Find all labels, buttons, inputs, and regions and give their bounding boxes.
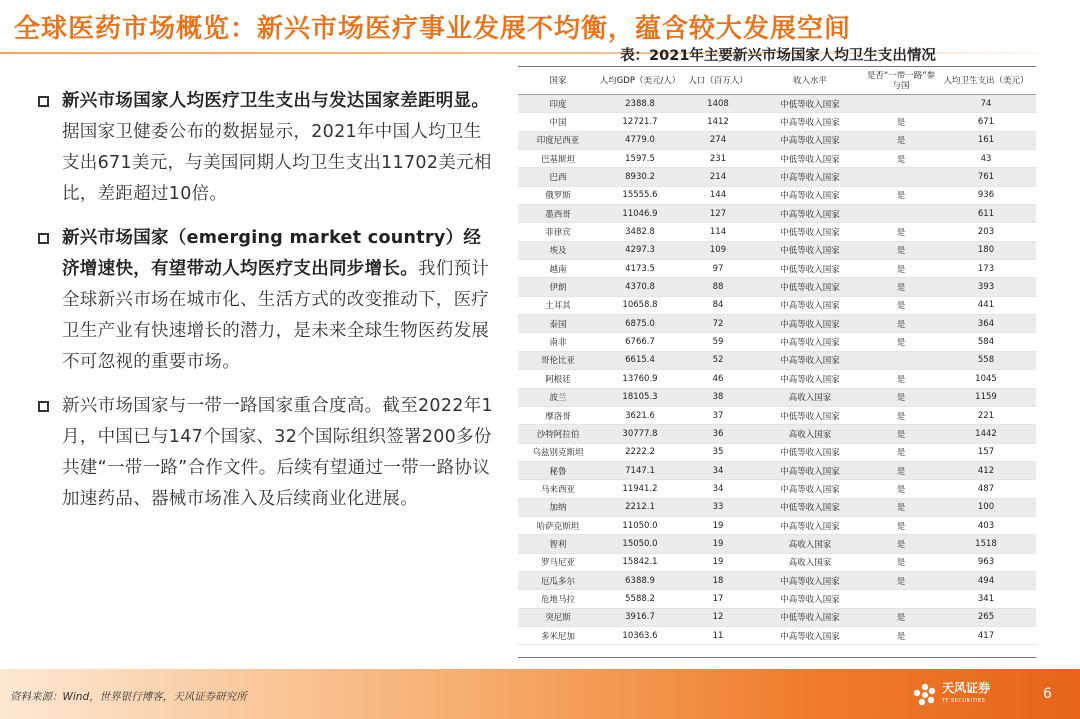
cell-belt-road: 是 [896, 393, 906, 404]
table-row [518, 389, 1036, 407]
cell-country: 菲律宾 [545, 228, 571, 239]
cell-gdp: 3916.7 [625, 612, 655, 623]
table-row [518, 333, 1036, 351]
cell-gdp: 2222.2 [625, 447, 655, 458]
cell-income-level: 中高等收入国家 [780, 209, 840, 220]
logo-flower-icon [912, 682, 938, 708]
table-row [518, 425, 1036, 443]
table-row [518, 223, 1036, 241]
cell-population: 33 [712, 502, 724, 513]
cell-health-spend: 364 [977, 318, 995, 329]
cell-population: 38 [712, 392, 724, 403]
cell-population: 37 [712, 410, 724, 421]
table-row [518, 278, 1036, 296]
cell-country: 罗马尼亚 [540, 558, 575, 569]
page-number: 6 [1043, 686, 1052, 702]
cell-income-level: 中高等收入国家 [780, 118, 840, 129]
cell-gdp: 4779.0 [625, 135, 655, 146]
cell-population: 17 [712, 593, 724, 604]
cell-country: 智利 [549, 539, 567, 550]
cell-health-spend: 1045 [975, 373, 997, 384]
cell-income-level: 高收入国家 [788, 393, 832, 404]
table-row [518, 95, 1036, 113]
cell-belt-road: 是 [896, 118, 906, 129]
cell-income-level: 中高等收入国家 [780, 576, 840, 587]
cell-gdp: 3482.8 [625, 227, 655, 238]
cell-country: 摩洛哥 [545, 411, 571, 422]
cell-gdp: 30777.8 [622, 428, 658, 439]
cell-health-spend: 100 [977, 502, 995, 513]
header-population: 人口（百万人） [688, 75, 748, 86]
cell-belt-road: 是 [896, 539, 906, 550]
cell-health-spend: 221 [977, 410, 995, 421]
cell-population: 34 [712, 483, 724, 494]
cell-country: 加纳 [549, 503, 567, 514]
cell-gdp: 3621.6 [625, 410, 655, 421]
cell-income-level: 中低等收入国家 [780, 448, 840, 459]
cell-income-level: 中低等收入国家 [780, 411, 840, 422]
cell-health-spend: 412 [977, 465, 995, 476]
cell-health-spend: 671 [977, 117, 995, 128]
cell-income-level: 高收入国家 [788, 429, 832, 440]
cell-country: 阿根廷 [545, 374, 571, 385]
table-row [518, 444, 1036, 462]
company-logo [912, 682, 990, 708]
cell-country: 马来西亚 [540, 484, 575, 495]
cell-country: 哥伦比亚 [540, 356, 575, 367]
cell-country: 多米尼加 [540, 631, 575, 642]
table-row [518, 150, 1036, 168]
cell-country: 秘鲁 [549, 466, 567, 477]
table-row [518, 370, 1036, 388]
source-note: 资料来源：Wind，世界银行博客，天风证券研究所 [10, 691, 247, 703]
cell-income-level: 中低等收入国家 [780, 503, 840, 514]
cell-income-level: 中高等收入国家 [780, 173, 840, 184]
header-belt-road: 是否“一带一路”参与国 [866, 70, 936, 91]
cell-health-spend: 963 [977, 557, 995, 568]
table-row [518, 242, 1036, 260]
cell-belt-road: 是 [896, 521, 906, 532]
logo-name: 天风证券 [942, 681, 991, 695]
cell-population: 88 [712, 282, 724, 293]
table-row [518, 113, 1036, 131]
table-row [518, 499, 1036, 517]
cell-gdp: 4370.8 [625, 282, 655, 293]
cell-income-level: 中高等收入国家 [780, 338, 840, 349]
cell-country: 波兰 [549, 393, 567, 404]
table-row [518, 260, 1036, 278]
cell-belt-road: 是 [896, 448, 906, 459]
page-title: 全球医药市场概览：新兴市场医疗事业发展不均衡，蕴含较大发展空间 [14, 14, 852, 44]
cell-income-level: 中高等收入国家 [780, 484, 840, 495]
cell-population: 46 [712, 373, 724, 384]
cell-health-spend: 180 [977, 245, 995, 256]
cell-country: 乌兹别克斯坦 [532, 448, 584, 459]
cell-income-level: 中低等收入国家 [780, 99, 840, 110]
table-row [518, 554, 1036, 572]
cell-population: 72 [712, 318, 724, 329]
cell-country: 越南 [549, 264, 567, 275]
cell-population: 274 [709, 135, 727, 146]
cell-belt-road: 是 [896, 154, 906, 165]
cell-income-level: 中高等收入国家 [780, 594, 840, 605]
cell-health-spend: 611 [977, 208, 995, 219]
cell-population: 59 [712, 337, 724, 348]
logo-subtitle: TF SECURITIES [942, 698, 986, 704]
bullet-text [62, 86, 496, 210]
cell-country: 俄罗斯 [545, 191, 571, 202]
bullet-body-text: 新兴市场国家与一带一路国家重合度高。截至2022年1月，中国已与147个国家、32个国际组织签署200多份共建“一带一路”合作文件。后续有望通过一带一路协议加速药品、器械市场准入及后续商业化进展。 [62, 396, 493, 509]
cell-gdp: 11050.0 [622, 520, 658, 531]
cell-country: 危地马拉 [540, 594, 575, 605]
cell-population: 11 [712, 630, 724, 641]
table-row [518, 627, 1036, 645]
table-row [518, 132, 1036, 150]
cell-population: 19 [712, 538, 724, 549]
header-health-spend: 人均卫生支出（美元） [943, 75, 1029, 86]
cell-income-level: 中高等收入国家 [780, 136, 840, 147]
cell-belt-road: 是 [896, 503, 906, 514]
cell-belt-road: 是 [896, 411, 906, 422]
cell-health-spend: 1518 [975, 538, 997, 549]
cell-health-spend: 494 [977, 575, 995, 586]
cell-gdp: 6615.4 [625, 355, 655, 366]
header-income-level: 收入水平 [792, 75, 827, 86]
cell-income-level: 中高等收入国家 [780, 521, 840, 532]
cell-health-spend: 43 [980, 153, 992, 164]
cell-country: 南非 [549, 338, 567, 349]
cell-gdp: 15555.6 [622, 190, 658, 201]
cell-belt-road: 是 [896, 338, 906, 349]
cell-gdp: 11941.2 [622, 483, 658, 494]
cell-population: 114 [709, 227, 727, 238]
cell-gdp: 6388.9 [625, 575, 655, 586]
cell-income-level: 中高等收入国家 [780, 319, 840, 330]
cell-health-spend: 341 [977, 593, 995, 604]
cell-health-spend: 265 [977, 612, 995, 623]
header-gdp: 人均GDP（美元/人） [599, 75, 681, 86]
cell-health-spend: 487 [977, 483, 995, 494]
bullet-bold-text: 新兴市场国家人均医疗卫生支出与发达国家差距明显。 [62, 91, 490, 111]
cell-population: 1412 [707, 117, 729, 128]
bullet-text [62, 223, 496, 378]
cell-health-spend: 1159 [975, 392, 997, 403]
table-row [518, 297, 1036, 315]
cell-population: 127 [709, 208, 727, 219]
cell-belt-road: 是 [896, 374, 906, 385]
cell-health-spend: 203 [977, 227, 995, 238]
cell-income-level: 中高等收入国家 [780, 301, 840, 312]
cell-population: 36 [712, 428, 724, 439]
cell-population: 19 [712, 557, 724, 568]
cell-population: 34 [712, 465, 724, 476]
cell-gdp: 15050.0 [622, 538, 658, 549]
cell-health-spend: 161 [977, 135, 995, 146]
cell-belt-road: 是 [896, 631, 906, 642]
cell-health-spend: 393 [977, 282, 995, 293]
cell-country: 沙特阿拉伯 [536, 429, 580, 440]
cell-belt-road: 是 [896, 301, 906, 312]
cell-income-level: 中低等收入国家 [780, 283, 840, 294]
cell-belt-road: 是 [896, 466, 906, 477]
cell-income-level: 中高等收入国家 [780, 374, 840, 385]
cell-population: 97 [712, 263, 724, 274]
cell-country: 巴基斯坦 [540, 154, 575, 165]
cell-income-level: 中高等收入国家 [780, 631, 840, 642]
cell-population: 35 [712, 447, 724, 458]
cell-population: 214 [709, 172, 727, 183]
checkbox-bullet-icon [38, 96, 49, 107]
cell-belt-road: 是 [896, 191, 906, 202]
table-body [518, 95, 1036, 645]
cell-income-level: 中高等收入国家 [780, 466, 840, 477]
cell-income-level: 中低等收入国家 [780, 264, 840, 275]
cell-belt-road: 是 [896, 558, 906, 569]
table-row [518, 572, 1036, 590]
cell-country: 墨西哥 [545, 209, 571, 220]
bullet-item [36, 391, 496, 515]
cell-gdp: 7147.1 [625, 465, 655, 476]
table-row [518, 590, 1036, 608]
cell-country: 泰国 [549, 319, 567, 330]
bullet-item [36, 223, 496, 378]
cell-gdp: 10363.6 [622, 630, 658, 641]
table-row [518, 480, 1036, 498]
cell-gdp: 10658.8 [622, 300, 658, 311]
cell-country: 印度 [549, 99, 567, 110]
cell-population: 84 [712, 300, 724, 311]
cell-income-level: 中低等收入国家 [780, 228, 840, 239]
header-country: 国家 [549, 75, 567, 86]
cell-income-level: 中高等收入国家 [780, 356, 840, 367]
bullet-body-text: 据国家卫健委公布的数据显示，2021年中国人均卫生支出671美元，与美国同期人均卫生支出11702美元相比，差距超过10倍。 [62, 122, 492, 204]
cell-gdp: 18105.3 [622, 392, 658, 403]
cell-gdp: 4173.5 [625, 263, 655, 274]
cell-health-spend: 558 [977, 355, 995, 366]
cell-gdp: 15842.1 [622, 557, 658, 568]
cell-belt-road: 是 [896, 613, 906, 624]
cell-health-spend: 936 [977, 190, 995, 201]
cell-country: 中国 [549, 118, 567, 129]
table-row [518, 168, 1036, 186]
bullet-list [36, 86, 496, 528]
cell-belt-road: 是 [896, 228, 906, 239]
bullet-item [36, 86, 496, 210]
cell-country: 厄瓜多尔 [540, 576, 575, 587]
table-row [518, 352, 1036, 370]
bullet-text [62, 391, 496, 515]
table-row [518, 517, 1036, 535]
table-row [518, 315, 1036, 333]
table-row [518, 187, 1036, 205]
cell-country: 埃及 [549, 246, 567, 257]
cell-gdp: 6766.7 [625, 337, 655, 348]
cell-gdp: 1597.5 [625, 153, 655, 164]
bullet-body-text: 我们预计全球新兴市场在城市化、生活方式的改变推动下，医疗卫生产业有快速增长的潜力，是未来全球生物医药发展不可忽视的重要市场。 [62, 259, 490, 372]
cell-country: 哈萨克斯坦 [536, 521, 580, 532]
cell-population: 19 [712, 520, 724, 531]
cell-country: 伊朗 [549, 283, 567, 294]
cell-belt-road: 是 [896, 283, 906, 294]
cell-population: 109 [709, 245, 727, 256]
cell-belt-road: 是 [896, 429, 906, 440]
cell-population: 231 [709, 153, 727, 164]
cell-belt-road: 是 [896, 319, 906, 330]
cell-belt-road: 是 [896, 484, 906, 495]
table-row [518, 407, 1036, 425]
cell-health-spend: 1442 [975, 428, 997, 439]
cell-income-level: 高收入国家 [788, 539, 832, 550]
cell-health-spend: 761 [977, 172, 995, 183]
cell-income-level: 中高等收入国家 [780, 191, 840, 202]
cell-belt-road: 是 [896, 246, 906, 257]
cell-gdp: 4297.3 [625, 245, 655, 256]
cell-gdp: 2212.1 [625, 502, 655, 513]
table-row [518, 535, 1036, 553]
cell-country: 印度尼西亚 [536, 136, 580, 147]
cell-population: 144 [709, 190, 727, 201]
cell-country: 土耳其 [545, 301, 571, 312]
cell-gdp: 2388.8 [625, 98, 655, 109]
cell-belt-road: 是 [896, 136, 906, 147]
cell-country: 巴西 [549, 173, 567, 184]
cell-income-level: 高收入国家 [788, 558, 832, 569]
cell-income-level: 中低等收入国家 [780, 613, 840, 624]
cell-health-spend: 584 [977, 337, 995, 348]
cell-belt-road: 是 [896, 264, 906, 275]
cell-gdp: 8930.2 [625, 172, 655, 183]
cell-health-spend: 417 [977, 630, 995, 641]
cell-gdp: 12721.7 [622, 117, 658, 128]
cell-population: 12 [712, 612, 724, 623]
checkbox-bullet-icon [38, 233, 49, 244]
logo-text [942, 682, 990, 708]
table-row [518, 609, 1036, 627]
cell-income-level: 中低等收入国家 [780, 246, 840, 257]
cell-population: 52 [712, 355, 724, 366]
cell-belt-road: 是 [896, 576, 906, 587]
cell-country: 突尼斯 [545, 613, 571, 624]
cell-gdp: 5588.2 [625, 593, 655, 604]
cell-health-spend: 441 [977, 300, 995, 311]
cell-gdp: 6875.0 [625, 318, 655, 329]
cell-gdp: 11046.9 [622, 208, 658, 219]
health-spending-table [518, 66, 1036, 658]
table-row [518, 462, 1036, 480]
table-header-row [518, 67, 1036, 95]
table-row [518, 205, 1036, 223]
checkbox-bullet-icon [38, 401, 49, 412]
cell-health-spend: 157 [977, 447, 995, 458]
cell-population: 1408 [707, 98, 729, 109]
cell-health-spend: 74 [980, 98, 992, 109]
table-caption: 表：2021年主要新兴市场国家人均卫生支出情况 [620, 48, 936, 64]
cell-income-level: 中低等收入国家 [780, 154, 840, 165]
cell-population: 18 [712, 575, 724, 586]
bullet-bold-text: 新兴市场国家（emerging market country）经济增速快，有望带动人均医疗支出同步增长。 [62, 228, 482, 279]
cell-health-spend: 173 [977, 263, 995, 274]
cell-gdp: 13760.9 [622, 373, 658, 384]
cell-health-spend: 403 [977, 520, 995, 531]
